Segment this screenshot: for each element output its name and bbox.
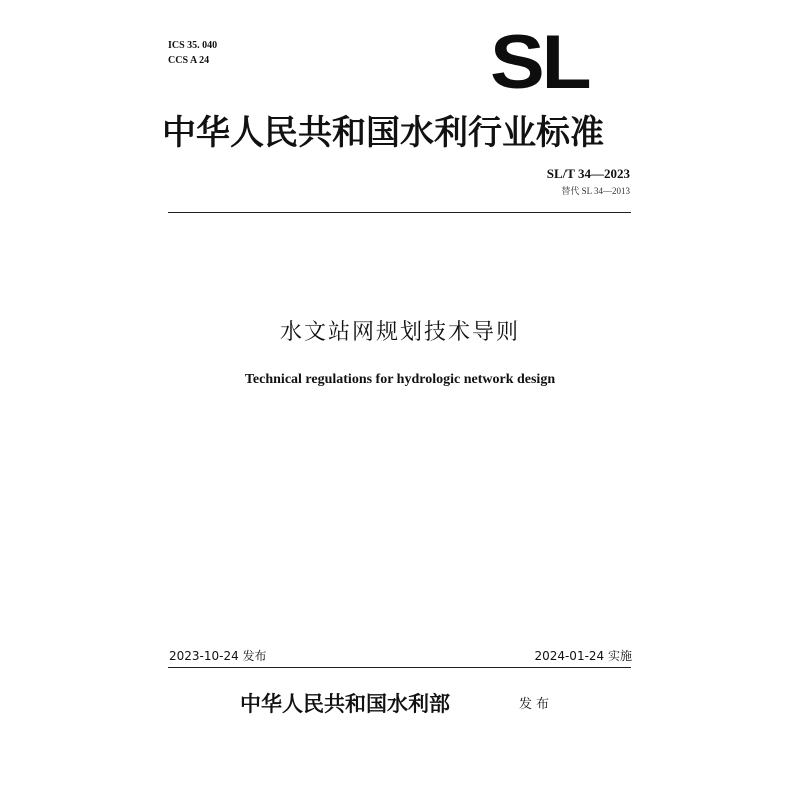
- document-title-chinese: 水文站网规划技术导则: [279, 320, 520, 345]
- replaces-standard: 替代 SL 34—2013: [561, 186, 630, 196]
- standard-number: SL/T 34—2023: [546, 166, 630, 181]
- sl-logo: SL: [490, 20, 589, 105]
- standard-category-title: 中华人民共和国水利行业标准: [162, 113, 604, 153]
- ccs-code: CCS A 24: [168, 55, 210, 66]
- ics-code: ICS 35. 040: [168, 40, 218, 51]
- document-title-english: Technical regulations for hydrologic network design: [244, 372, 556, 387]
- classification-codes: [168, 38, 217, 68]
- effective-date: 2024-01-24 实施: [534, 649, 632, 663]
- issue-date: 2023-10-24 发布: [169, 649, 267, 663]
- top-divider: [168, 212, 631, 213]
- publisher-name: 中华人民共和国水利部: [240, 692, 450, 716]
- bottom-divider: [168, 667, 631, 668]
- publish-label: 发布: [519, 697, 554, 712]
